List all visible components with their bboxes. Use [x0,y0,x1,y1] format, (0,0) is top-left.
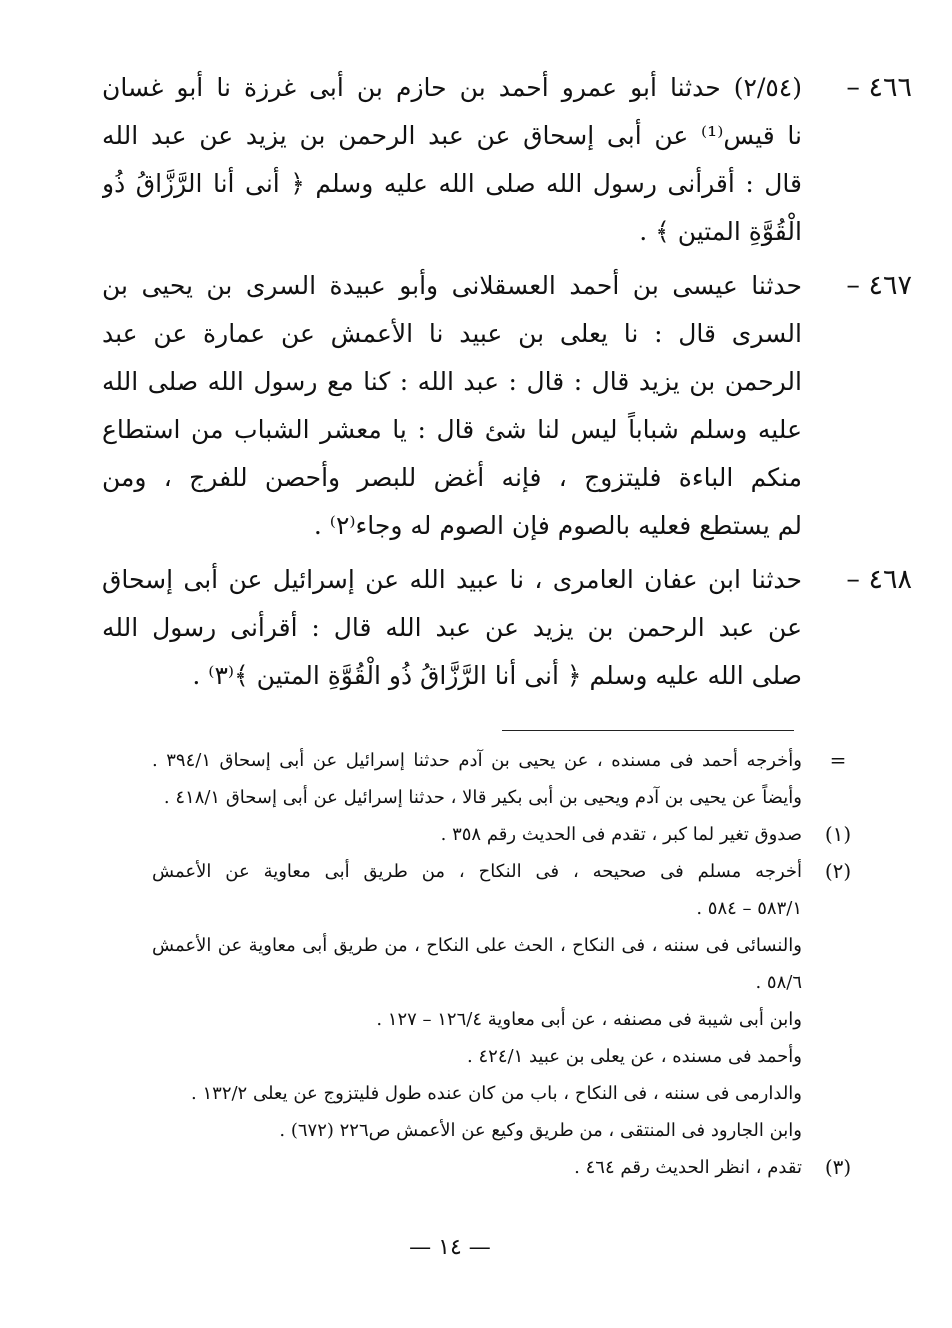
hadith-466 [102,64,912,256]
footnote-1 [152,816,852,853]
footnote-3 [152,1149,852,1186]
footnote-line: وأخرجه أحمد فى مسنده ، عن يحيى بن آدم حدثنا إسرائيل عن أبى إسحاق ٣٩٤/١ . [152,750,802,771]
footnotes [152,742,852,1186]
hadith-line: الرحمن بن يزيد قال : قال : عبد الله : كنا مع رسول الله صلى الله [102,367,802,396]
footnote-line: وابن أبى شيبة فى مصنفه ، عن أبى معاوية ١٢٦/٤ – ١٢٧ . [376,1009,802,1030]
footnote-line: وأحمد فى مسنده ، عن يعلى بن عبيد ٤٢٤/١ . [467,1046,802,1067]
hadith-467 [102,262,912,550]
footnote-line: والنسائى فى سننه ، فى النكاح ، الحث على النكاح ، من طريق أبى معاوية عن الأعمش [152,935,802,956]
footnote-line: تقدم ، انظر الحديث رقم ٤٦٤ . [574,1157,802,1178]
hadith-line: عن عبد الرحمن بن يزيد عن عبد الله قال : أقرأنى رسول الله [102,613,802,642]
hadith-number: ٤٦٨ – [846,564,912,595]
footnote-line: صدوق تغير لما كبر ، تقدم فى الحديث رقم ٣٥٨ . [440,824,802,845]
hadith-line: صلى الله عليه وسلم ﴿ أنى أنا الرَّزَّاقُ ذُو الْقُوَّةِ المتين ﴾⁽٣⁾ . [192,661,802,690]
footnote-divider [502,730,794,731]
hadith-line: الْقُوَّةِ المتين ﴾ . [639,217,802,246]
footnote-marker: (٣) [824,1155,852,1179]
footnote-marker: (٢) [824,859,852,883]
hadith-line: لم يستطع فعليه بالصوم فإن الصوم له وجاء⁽٢⁾ . [313,511,802,540]
footnote-line: ٥٨٣/١ – ٥٨٤ . [696,898,802,919]
hadith-line: حدثنا عيسى بن أحمد العسقلانى وأبو عبيدة السرى بن يحيى بن [102,271,802,300]
footnote-marker: = [829,748,847,772]
footnote-line: والدارمى فى سننه ، فى النكاح ، باب من كان عنده طول فليتزوج عن يعلى ١٣٢/٢ . [191,1083,802,1104]
hadith-line: عليه وسلم شباباً ليس لنا شئ قال : يا معشر الشباب من استطاع [102,415,802,444]
footnote-continued [152,742,847,816]
hadith-468 [102,556,912,700]
hadith-line: منكم الباءة فليتزوج ، فإنه أغض للبصر وأحصن للفرج ، ومن [102,463,802,492]
hadith-line: قال : أقرأنى رسول الله صلى الله عليه وسلم ﴿ أنى أنا الرَّزَّاقُ ذُو [102,169,802,198]
footnote-line: وابن الجارود فى المنتقى ، من طريق وكيع عن الأعمش ص٢٢٦ (٦٧٢) . [279,1120,802,1141]
page-number: — ١٤ — [409,1235,491,1260]
footnote-line: ٥٨/٦ . [755,972,802,993]
footnote-line: أخرجه مسلم فى صحيحه ، فى النكاح ، من طريق أبى معاوية عن الأعمش [152,861,802,882]
hadith-number: ٤٦٦ – [846,72,912,103]
hadith-line: نا قيس⁽¹⁾ عن أبى إسحاق عن عبد الرحمن بن يزيد عن عبد الله [102,121,802,150]
hadith-line: حدثنا ابن عفان العامرى ، نا عبيد الله عن إسرائيل عن أبى إسحاق [102,565,802,594]
footnote-2 [152,853,852,1149]
hadith-number: ٤٦٧ – [846,270,912,301]
hadith-line: السرى قال : نا يعلى بن عبيد نا الأعمش عن عمارة عن عبد [102,319,802,348]
footnote-line: وأيضاً عن يحيى بن آدم ويحيى بن أبى بكير قالا ، حدثنا إسرائيل عن أبى إسحاق ٤١٨/١ . [163,787,802,808]
hadith-line: (٢/٥٤) حدثنا أبو عمرو أحمد بن حازم بن أبى غرزة نا أبو غسان [102,73,802,102]
footnote-marker: (١) [824,822,852,846]
